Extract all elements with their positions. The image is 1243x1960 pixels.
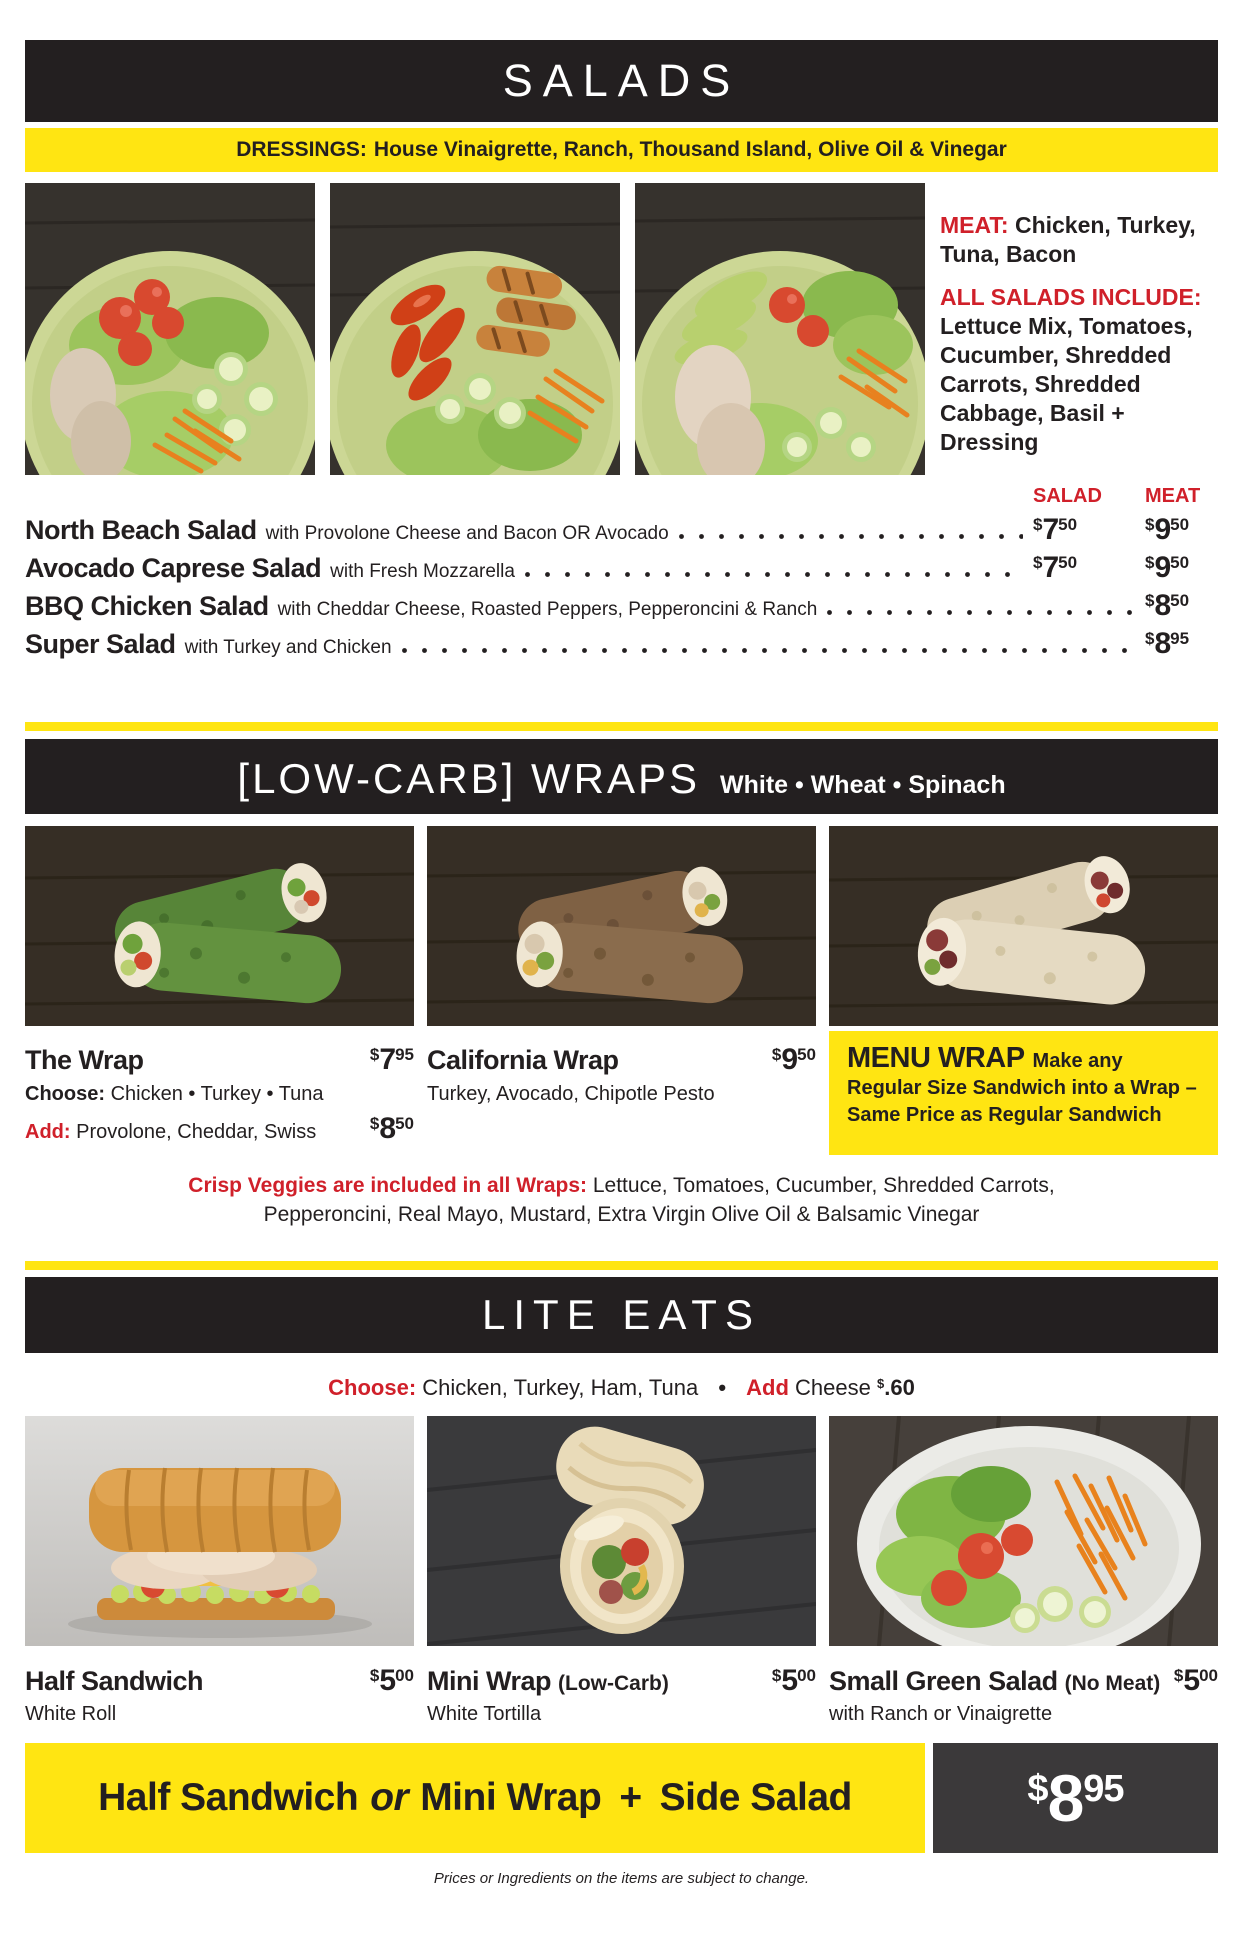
small-green-salad-column: [829, 1416, 1218, 1726]
salad-price: $750: [1033, 551, 1078, 584]
item-description: with Turkey and Chicken: [184, 637, 392, 658]
mini-wrap-photo: [427, 1416, 816, 1651]
combo-plus: +: [619, 1776, 642, 1819]
dressings-text: House Vinaigrette, Ranch, Thousand Island, Olive Oil & Vinegar: [373, 138, 1007, 161]
meat-text: Chicken, Turkey, Tuna, Bacon: [940, 212, 1196, 267]
the-wrap-title-row: [25, 1043, 414, 1077]
meat-price: $950: [1145, 513, 1190, 546]
dressings-label: DRESSINGS:: [236, 138, 367, 161]
small-green-salad-illustration: [829, 1416, 1218, 1646]
item-description: Turkey, Avocado, Chipotle Pesto: [427, 1083, 715, 1105]
item-price: $795: [369, 1043, 414, 1076]
the-wrap-info: [25, 1043, 414, 1146]
item-name: California Wrap: [427, 1045, 619, 1075]
meat-price: $895: [1145, 627, 1190, 660]
section-divider: [25, 1261, 1218, 1270]
item-qualifier: (No Meat): [1064, 1672, 1161, 1695]
choose-text: Chicken • Turkey • Tuna: [110, 1083, 324, 1105]
item-name: Super Salad: [25, 629, 176, 659]
lite-eats-row: [25, 1416, 1218, 1726]
item-name-group: [427, 1666, 669, 1697]
item-price: $500: [771, 1664, 816, 1697]
menu-wrap-text: Make any Regular Size Sandwich into a Wrap – Same Price as Regular Sandwich: [847, 1050, 1197, 1126]
item-qualifier: (Low-Carb): [558, 1672, 669, 1695]
add-label: Add:: [25, 1121, 71, 1143]
add-options: [25, 1121, 316, 1144]
add-text: Provolone, Cheddar, Swiss: [76, 1121, 317, 1143]
item-price: $500: [369, 1664, 414, 1697]
menu-wrap-title: MENU WRAP: [847, 1042, 1025, 1074]
price-column-headers: [25, 485, 1218, 507]
menu-row-bbq-chicken-salad: [25, 589, 1218, 621]
item-description: with Fresh Mozzarella: [330, 561, 515, 582]
spinach-wrap-photo: [25, 826, 414, 1031]
item-subtitle: with Ranch or Vinaigrette: [829, 1703, 1053, 1725]
item-name: Small Green Salad: [829, 1666, 1058, 1696]
half-sandwich-illustration: [25, 1416, 414, 1646]
lite-eats-choose-line: [25, 1375, 1218, 1403]
wheat-wrap-photo: [427, 826, 816, 1031]
the-wrap-add-row: [25, 1112, 414, 1146]
salad-photo-chicken: [25, 183, 315, 475]
dot-leader: [402, 648, 1135, 653]
crisp-veggies-label: Crisp Veggies are included in all Wraps:: [188, 1174, 588, 1197]
dressings-bar: [25, 128, 1218, 172]
half-sandwich-column: [25, 1416, 414, 1726]
item-subtitle: White Roll: [25, 1703, 117, 1725]
item-name: Half Sandwich: [25, 1666, 204, 1696]
wheat-wrap-illustration: [427, 826, 816, 1026]
choose-label: Choose:: [25, 1083, 105, 1105]
combo-part1: Half Sandwich: [98, 1776, 359, 1819]
item-name: The Wrap: [25, 1045, 144, 1075]
menu-row-super-salad: [25, 627, 1218, 659]
california-wrap-column: [427, 826, 816, 1155]
dot-leader: [525, 572, 1023, 577]
menu-row-avocado-caprese-salad: [25, 551, 1218, 583]
salad-photo-grilled-chicken: [330, 183, 620, 475]
wraps-title: [LOW-CARB] WRAPS: [237, 755, 701, 802]
salad-price: $750: [1033, 513, 1078, 546]
item-name: BBQ Chicken Salad: [25, 591, 269, 621]
small-green-salad-photo: [829, 1416, 1218, 1651]
meat-column-header: MEAT: [1145, 485, 1201, 507]
mini-wrap-column: [427, 1416, 816, 1726]
mini-wrap-illustration: [427, 1416, 816, 1646]
salad-plate-illustration: [25, 183, 315, 475]
item-description: with Provolone Cheese and Bacon OR Avocado: [265, 523, 669, 544]
item-price: $500: [1173, 1664, 1218, 1697]
lite-eats-section-header: [25, 1277, 1218, 1353]
salads-price-list: [25, 485, 1218, 659]
salads-sidebar-info: [940, 183, 1218, 475]
lite-eats-title: LITE EATS: [482, 1291, 761, 1338]
mini-wrap-info: [427, 1664, 816, 1726]
small-green-salad-info: [829, 1664, 1218, 1726]
menu-wrap-promo-box: [829, 1031, 1218, 1155]
item-price: $950: [771, 1043, 816, 1076]
wraps-section-header: [25, 739, 1218, 814]
combo-part2: Mini Wrap: [420, 1776, 602, 1819]
combo-deal-bar: [25, 1743, 1218, 1853]
combo-deal-text: [25, 1743, 925, 1853]
bullet-separator: •: [718, 1375, 727, 1400]
item-name: Mini Wrap: [427, 1666, 552, 1696]
half-sandwich-info: [25, 1664, 414, 1726]
half-sandwich-photo: [25, 1416, 414, 1651]
the-wrap-choose-row: [25, 1083, 414, 1106]
salad-plate-illustration: [635, 183, 925, 475]
salad-photos-row: [25, 183, 1218, 475]
salad-plate-illustration: [330, 183, 620, 475]
meat-label: MEAT:: [940, 212, 1009, 238]
item-name: North Beach Salad: [25, 515, 257, 545]
menu-wrap-column: [829, 826, 1218, 1155]
white-wrap-photo: [829, 826, 1218, 1031]
salads-include-info: [940, 283, 1218, 457]
include-label: ALL SALADS INCLUDE:: [940, 284, 1202, 310]
disclaimer-text: Prices or Ingredients on the items are subject to change.: [433, 1870, 810, 1887]
item-name-group: [25, 1666, 210, 1697]
spinach-wrap-illustration: [25, 826, 414, 1026]
dot-leader: [679, 534, 1023, 539]
salads-title: SALADS: [502, 55, 741, 106]
item-price-with-cheese: $850: [369, 1112, 414, 1145]
item-name: Avocado Caprese Salad: [25, 553, 322, 583]
the-wrap-column: [25, 826, 414, 1155]
california-wrap-info: [427, 1043, 816, 1106]
combo-price-box: [933, 1743, 1218, 1853]
salad-photo-turkey-avocado: [635, 183, 925, 475]
dot-leader: [827, 610, 1135, 615]
salad-column-header: SALAD: [1033, 485, 1102, 507]
item-description: with Cheddar Cheese, Roasted Peppers, Pepperoncini & Ranch: [277, 599, 818, 620]
combo-part3: Side Salad: [659, 1776, 852, 1819]
section-divider: [25, 722, 1218, 731]
wraps-row: [25, 826, 1218, 1155]
wraps-subtitle: White • Wheat • Spinach: [720, 771, 1006, 799]
item-name-group: [829, 1666, 1160, 1697]
cheese-price: .60: [884, 1375, 915, 1400]
add-text: Cheese: [795, 1375, 871, 1400]
white-wrap-illustration: [829, 826, 1218, 1026]
crisp-veggies-text: Lettuce, Tomatoes, Cucumber, Shredded Carrots, Pepperoncini, Real Mayo, Mustard, Extra Virgin Olive Oil & Balsamic Vinegar: [263, 1174, 1055, 1226]
half-sandwich-title-row: [25, 1664, 414, 1698]
choose-label: Choose:: [328, 1375, 417, 1400]
combo-or: or: [370, 1776, 409, 1819]
include-text: Lettuce Mix, Tomatoes, Cucumber, Shredded Carrots, Shredded Cabbage, Basil + Dressing: [940, 313, 1193, 455]
combo-price: $895: [1027, 1761, 1124, 1835]
salads-section-header: [25, 40, 1218, 122]
item-subtitle: White Tortilla: [427, 1703, 542, 1725]
salads-meat-info: [940, 211, 1218, 269]
meat-price: $850: [1145, 589, 1190, 622]
meat-price: $950: [1145, 551, 1190, 584]
menu-page: [0, 40, 1243, 1887]
cheese-price-currency: $: [877, 1376, 885, 1391]
small-green-salad-title-row: [829, 1664, 1218, 1698]
choose-text: Chicken, Turkey, Ham, Tuna: [422, 1375, 699, 1400]
mini-wrap-title-row: [427, 1664, 816, 1698]
california-wrap-title-row: [427, 1043, 816, 1077]
menu-row-north-beach-salad: [25, 513, 1218, 545]
wraps-included-note: [132, 1171, 1112, 1229]
add-label: Add: [746, 1375, 789, 1400]
